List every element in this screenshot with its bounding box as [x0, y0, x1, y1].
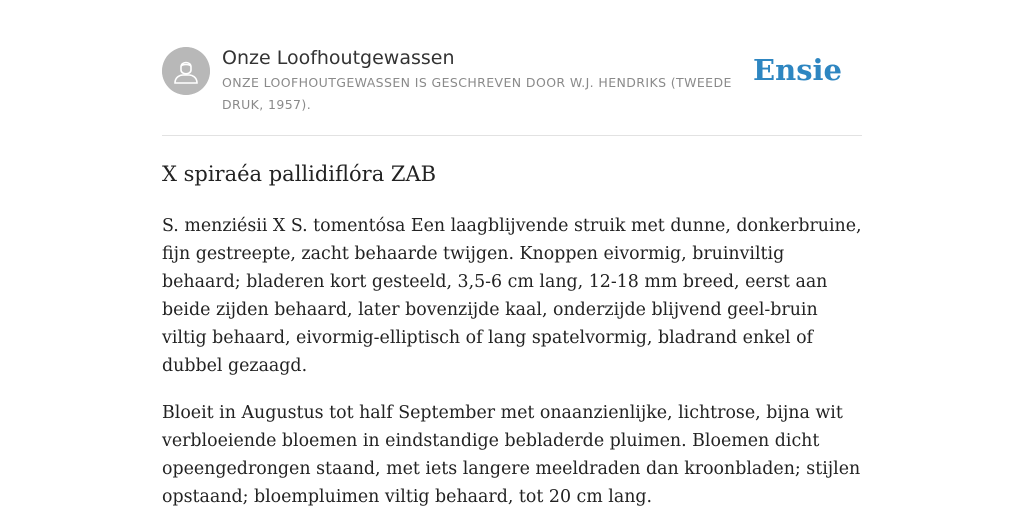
entry-paragraph: S. menziésii X S. tomentósa Een laagblijvende struik met dunne, donkerbruine, fijn gestreepte, zacht behaarde twijgen. Knoppen eivormig, bruinviltig behaard; bladeren kort gesteeld, 3,5-6 cm lang, 12-18 mm breed, eerst aan beide zijden behaard, later bovenzijde kaal, onderzijde blijvend geel-bruin viltig behaard, eivormig-elliptisch of lang spatelvormig, bladrand enkel of dubbel gezaagd.	[162, 216, 862, 376]
divider	[162, 135, 862, 136]
source-title[interactable]: Onze Loofhoutgewassen	[222, 47, 455, 69]
entry-body	[162, 212, 862, 512]
entry-title: X spiraéa pallidiflóra ZAB	[162, 162, 437, 186]
source-description: ONZE LOOFHOUTGEWASSEN IS GESCHREVEN DOOR W.J. HENDRIKS (TWEEDE DRUK, 1957).	[222, 75, 732, 112]
user-icon	[162, 47, 210, 95]
source-header	[162, 44, 862, 116]
entry-paragraph: Bloeit in Augustus tot half September met onaanzienlijke, lichtrose, bijna wit verbloeiende bloemen in eindstandige bebladerde pluimen. Bloemen dicht opeengedrongen staand, met iets langere meeldraden dan kroonbladen; stijlen opstaand; bloempluimen viltig behaard, tot 20 cm lang.	[162, 403, 861, 507]
brand-logo[interactable]: Ensie	[753, 53, 842, 87]
